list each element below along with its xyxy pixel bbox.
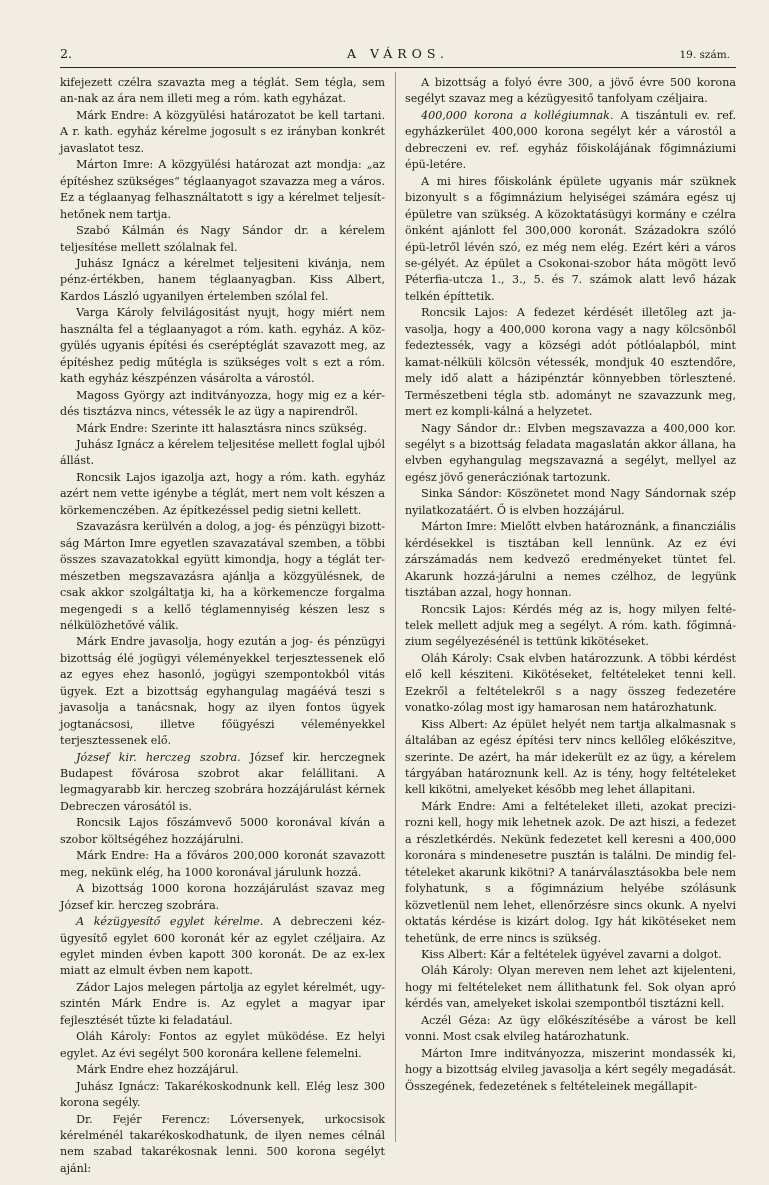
paragraph: Oláh Károly: Fontos az egylet müködése. Ez helyi egylet. Az évi segélyt 500 koronára kellene felemelni.	[60, 1030, 385, 1060]
paragraph: Zádor Lajos melegen pártolja az egylet kérelmét, ugy-szintén Márk Endre is. Az egylet a magyar ipar fejlesztését tűzte ki feladatául.	[60, 980, 385, 1027]
paragraph: Szabó Kálmán és Nagy Sándor dr. a kérelem teljesítése mellett szólalnak fel.	[60, 224, 385, 254]
section-text: József kir. herczegnek Budapest fővárosa szobrot akar felállitani. A legmagyarabb kir. herczeg szobrára hozzájárulást kérnek Debreczen városától is.	[60, 750, 385, 813]
section-heading: 400,000 korona a kollégiumnak.	[421, 108, 614, 122]
section-text: A debreczeni kéz-ügyesítő egylet 600 koronát kér az egylet czéljaira. Az egylet minden évben kapott 300 koronát. De az ex-lex miatt az elmult évben nem kapott.	[60, 915, 385, 978]
paragraph: Szavazásra kerülvén a dolog, a jog- és pénzügyi bizott-ság Márton Imre egyetlen szavazatával szemben, a többi összes szavazatokkal együtt kimondja, hogy a téglát ter-mészetben megszavazásra ajánlja a közgyülésnek, de csak akkor szolgáltatja ki, ha a körkemencze forgalma megengedi s a kellő téglamennyiség készen lesz s nélkülözhetővé válik.	[60, 520, 385, 632]
paragraph: Juhász Ignácz: Takarékoskodnunk kell. Elég lesz 300 korona segély.	[60, 1079, 385, 1110]
paragraph: Márk Endre: A közgyülési határozatot be kell tartani. A r. kath. egyház kérelme jogosult s ez irányban konkrét javaslatot tesz.	[60, 108, 385, 155]
paragraph: Juhász Ignácz a kérelmet teljesiteni kivánja, nem pénz-értékben, hanem téglaanyagban. Kiss Albert, Kardos László ugyanilyen értelemben szólal fel.	[60, 256, 385, 303]
paragraph: Kiss Albert: Kár a feltételek ügyével zavarni a dolgot.	[421, 948, 722, 962]
newspaper-title: A VÁROS.	[347, 46, 449, 61]
paragraph: Magoss György azt inditványozza, hogy mig ez a kér-dés tisztázva nincs, vétessék le az ügy a napirendről.	[60, 388, 385, 419]
statue-paragraph	[60, 750, 385, 816]
paragraph: Oláh Károly: Olyan mereven nem lehet azt kijelenteni, hogy mi feltételeket nem állithatunk fel. Sok olyan apró kérdés van, amelyeket iskolai szempontból tisztázni kell.	[405, 964, 736, 1011]
page-header	[60, 45, 736, 68]
paragraph: Márk Endre ehez hozzájárul.	[76, 1063, 239, 1077]
paragraph: Roncsik Lajos főszámvevő 5000 koronával kíván a szobor költségéhez hozzájárulni.	[60, 816, 385, 846]
paragraph: Márk Endre: Ami a feltételeket illeti, azokat precizi-rozni kell, hogy mik lehetnek azok. De azt hiszi, a fedezet a részletkérdés. Nekünk fedezetet kell keresni a 400,000 koronára s mindenesetre pusztán is találni. De mindig fel-tételeket akarunk kikötni? A tanárválasztásokba bele nem folyhatunk, s a főgimnázium helyébe szólásunk közvetlenül nem lehet, ellenőrzésre sincs okunk. A nyelvi oktatás kérdése is kizárt dolog. Igy hát kikötéseket nem tehetünk, de erre nincs is szükség.	[405, 799, 736, 945]
paragraph: A mi hires főiskolánk épülete ugyanis már szüknek bizonyult s a főgimnázium helyiségei számára egész uj épületre van szükség. A közoktatásügyi kormány e czélra önként ajánlott fel 300,000 koronát. Századokra szóló épü-letről lévén szó, ez még nem elég. Ezért kéri a város se-gélyét. Az épület a Csokonai-szobor háta mögött levő Péterfia-utcza 1., 3., 5. és 7. számok alatt levő házak telkén építtetik.	[405, 174, 736, 303]
paragraph: Roncsik Lajos: Kérdés még az is, hogy milyen felté-telek mellett adjuk meg a segélyt. A róm. kath. főgimná-zium segélyezésénél is tettünk kikötéseket.	[405, 602, 736, 649]
paragraph: Roncsik Lajos igazolja azt, hogy a róm. kath. egyház azért nem vette igénybe a téglát, mert nem volt készen a körkemenczében. Az építkezéssel pedig sietni kellett.	[60, 470, 385, 517]
paragraph: Oláh Károly: Csak elvben határozzunk. A többi kérdést elő kell késziteni. Kikötéseket, feltételeket tenni kell. Ezekről a feltételekről s a nagy összeg fedezetére vonatko-zólag most igy hamarosan nem határozhatunk.	[405, 651, 736, 715]
left-column	[60, 75, 385, 1177]
paragraph: Márton Imre: A közgyülési határozat azt mondja: „az építéshez szükséges“ téglaanyagot szavazza meg a város. Ez a téglaanyag felhasználtatott s igy a kérelmet teljesít-hetőnek nem tartja.	[60, 158, 385, 221]
college-paragraph	[405, 108, 736, 174]
paragraph: Dr. Fejér Ferencz: Lóversenyek, urkocsisok kérelménél takarékoskodhatunk, de ilyen nemes célnál nem szabad takarékosnak lenni. 500 korona segélyt ajánl:	[60, 1112, 385, 1175]
paragraph: Kiss Albert: Az épület helyét nem tartja alkalmasnak s általában az egész építési terv nincs kellőleg előkészitve, szerinte. De azért, ha már idekerült ez az ügy, a kérelem tárgyában határoznunk kell. Az is tény, hogy feltételeket kell kikötni, amelyeket később meg lehet állapitani.	[405, 717, 736, 797]
paragraph: Varga Károly felvilágositást nyujt, hogy miért nem használta fel a téglaanyagot a róm. kath. egyház. A köz-gyülés ugyanis építési és cseréptéglát szavazott meg, az építéshez pedig műtégla is szükséges volt s ezt a róm. kath egyház készpénzen vásárolta a várostól.	[60, 306, 385, 386]
paragraph: Aczél Géza: Az ügy előkészítésébe a várost be kell vonni. Most csak elvileg határozhatunk.	[405, 1013, 736, 1044]
paragraph: Juhász Ignácz a kérelem teljesitése mellett foglal ujból állást.	[60, 437, 385, 468]
paragraph: kifejezett czélra szavazta meg a téglát. Sem tégla, sem an-nak az ára nem illeti meg a róm. kath egyházat.	[60, 76, 385, 106]
paragraph: A bizottság 1000 korona hozzájárulást szavaz meg József kir. herczeg szobrára.	[60, 882, 385, 912]
right-column	[405, 75, 736, 1095]
section-heading: József kir. herczeg szobra.	[76, 750, 241, 764]
issue-number: 19. szám.	[679, 49, 730, 61]
paragraph: Márk Endre: Szerinte itt halasztásra nincs szükség.	[76, 421, 367, 435]
section-heading: A kézügyesítő egylet kérelme.	[76, 915, 264, 929]
paragraph: Sinka Sándor: Köszönetet mond Nagy Sándornak szép nyilatkozatáért. Ő is elvben hozzájárul.	[405, 487, 736, 517]
page-number: 2.	[60, 46, 72, 61]
paragraph: Márton Imre: Mielőtt elvben határoznánk, a financziális kérdésekkel is tisztában kell lennünk. Az ez évi zárszámadás nem kedvező eredményeket tüntet fel. Akarunk hozzá-járulni a nemes czélhoz, de legyünk tisztában azzal, hogy honnan.	[405, 520, 736, 600]
paragraph: A bizottság a folyó évre 300, a jövő évre 500 korona segélyt szavaz meg a kézügyesitő tanfolyam czéljaira.	[405, 76, 736, 106]
paragraph: Nagy Sándor dr.: Elvben megszavazza a 400,000 kor. segélyt s a bizottság feladata magaslatán akkor állana, ha elvben egyhangulag megszavazná a segélyt, mellyel az egész jövő generácziónak tartozunk.	[405, 421, 736, 484]
society-paragraph	[60, 914, 385, 980]
section-text: A tiszántuli ev. ref. egyházkerület 400,000 korona segélyt kér a várostól a debreczeni ev. ref. egyház főiskolájának főgimnáziumi épü-letére.	[405, 108, 736, 172]
column-divider	[395, 72, 396, 1142]
paragraph: Márk Endre: Ha a főváros 200,000 koronát szavazott meg, nekünk elég, ha 1000 koronával járulunk hozzá.	[60, 849, 385, 879]
paragraph: Roncsik Lajos: A fedezet kérdését illetőleg azt ja-vasolja, hogy a 400,000 korona vagy a nagy kölcsönből fedeztessék, vagy a községi adót pótlóalapból, mint kamat-nélküli kölcsön vétessék, mondjuk 40 esztendőre, mely idő alatt a házipénztár könnyebben törlesztené. Természetbeni tégla stb. adományt ne szavazzunk meg, mert ez kompli-kálná a helyzetet.	[405, 306, 736, 419]
paragraph: Márton Imre inditványozza, miszerint mondassék ki, hogy a bizottság elvileg javasolja a kért segély megadását. Összegének, fedezetének s feltételeinek megállapit-	[405, 1046, 736, 1093]
paragraph: Márk Endre javasolja, hogy ezután a jog- és pénzügyi bizottság élé jogügyi véleményekkel terjesztessenek elő az egyes ehez hasonló, jogügyi szempontokból vitás ügyek. Ezt a bizottság egyhangulag magáévá teszi s javasolja a tanácsnak, hogy az ilyen fontos ügyek jogtanácsosi, illetve főügyészi véleményekkel terjesztessenek elő.	[60, 635, 385, 748]
